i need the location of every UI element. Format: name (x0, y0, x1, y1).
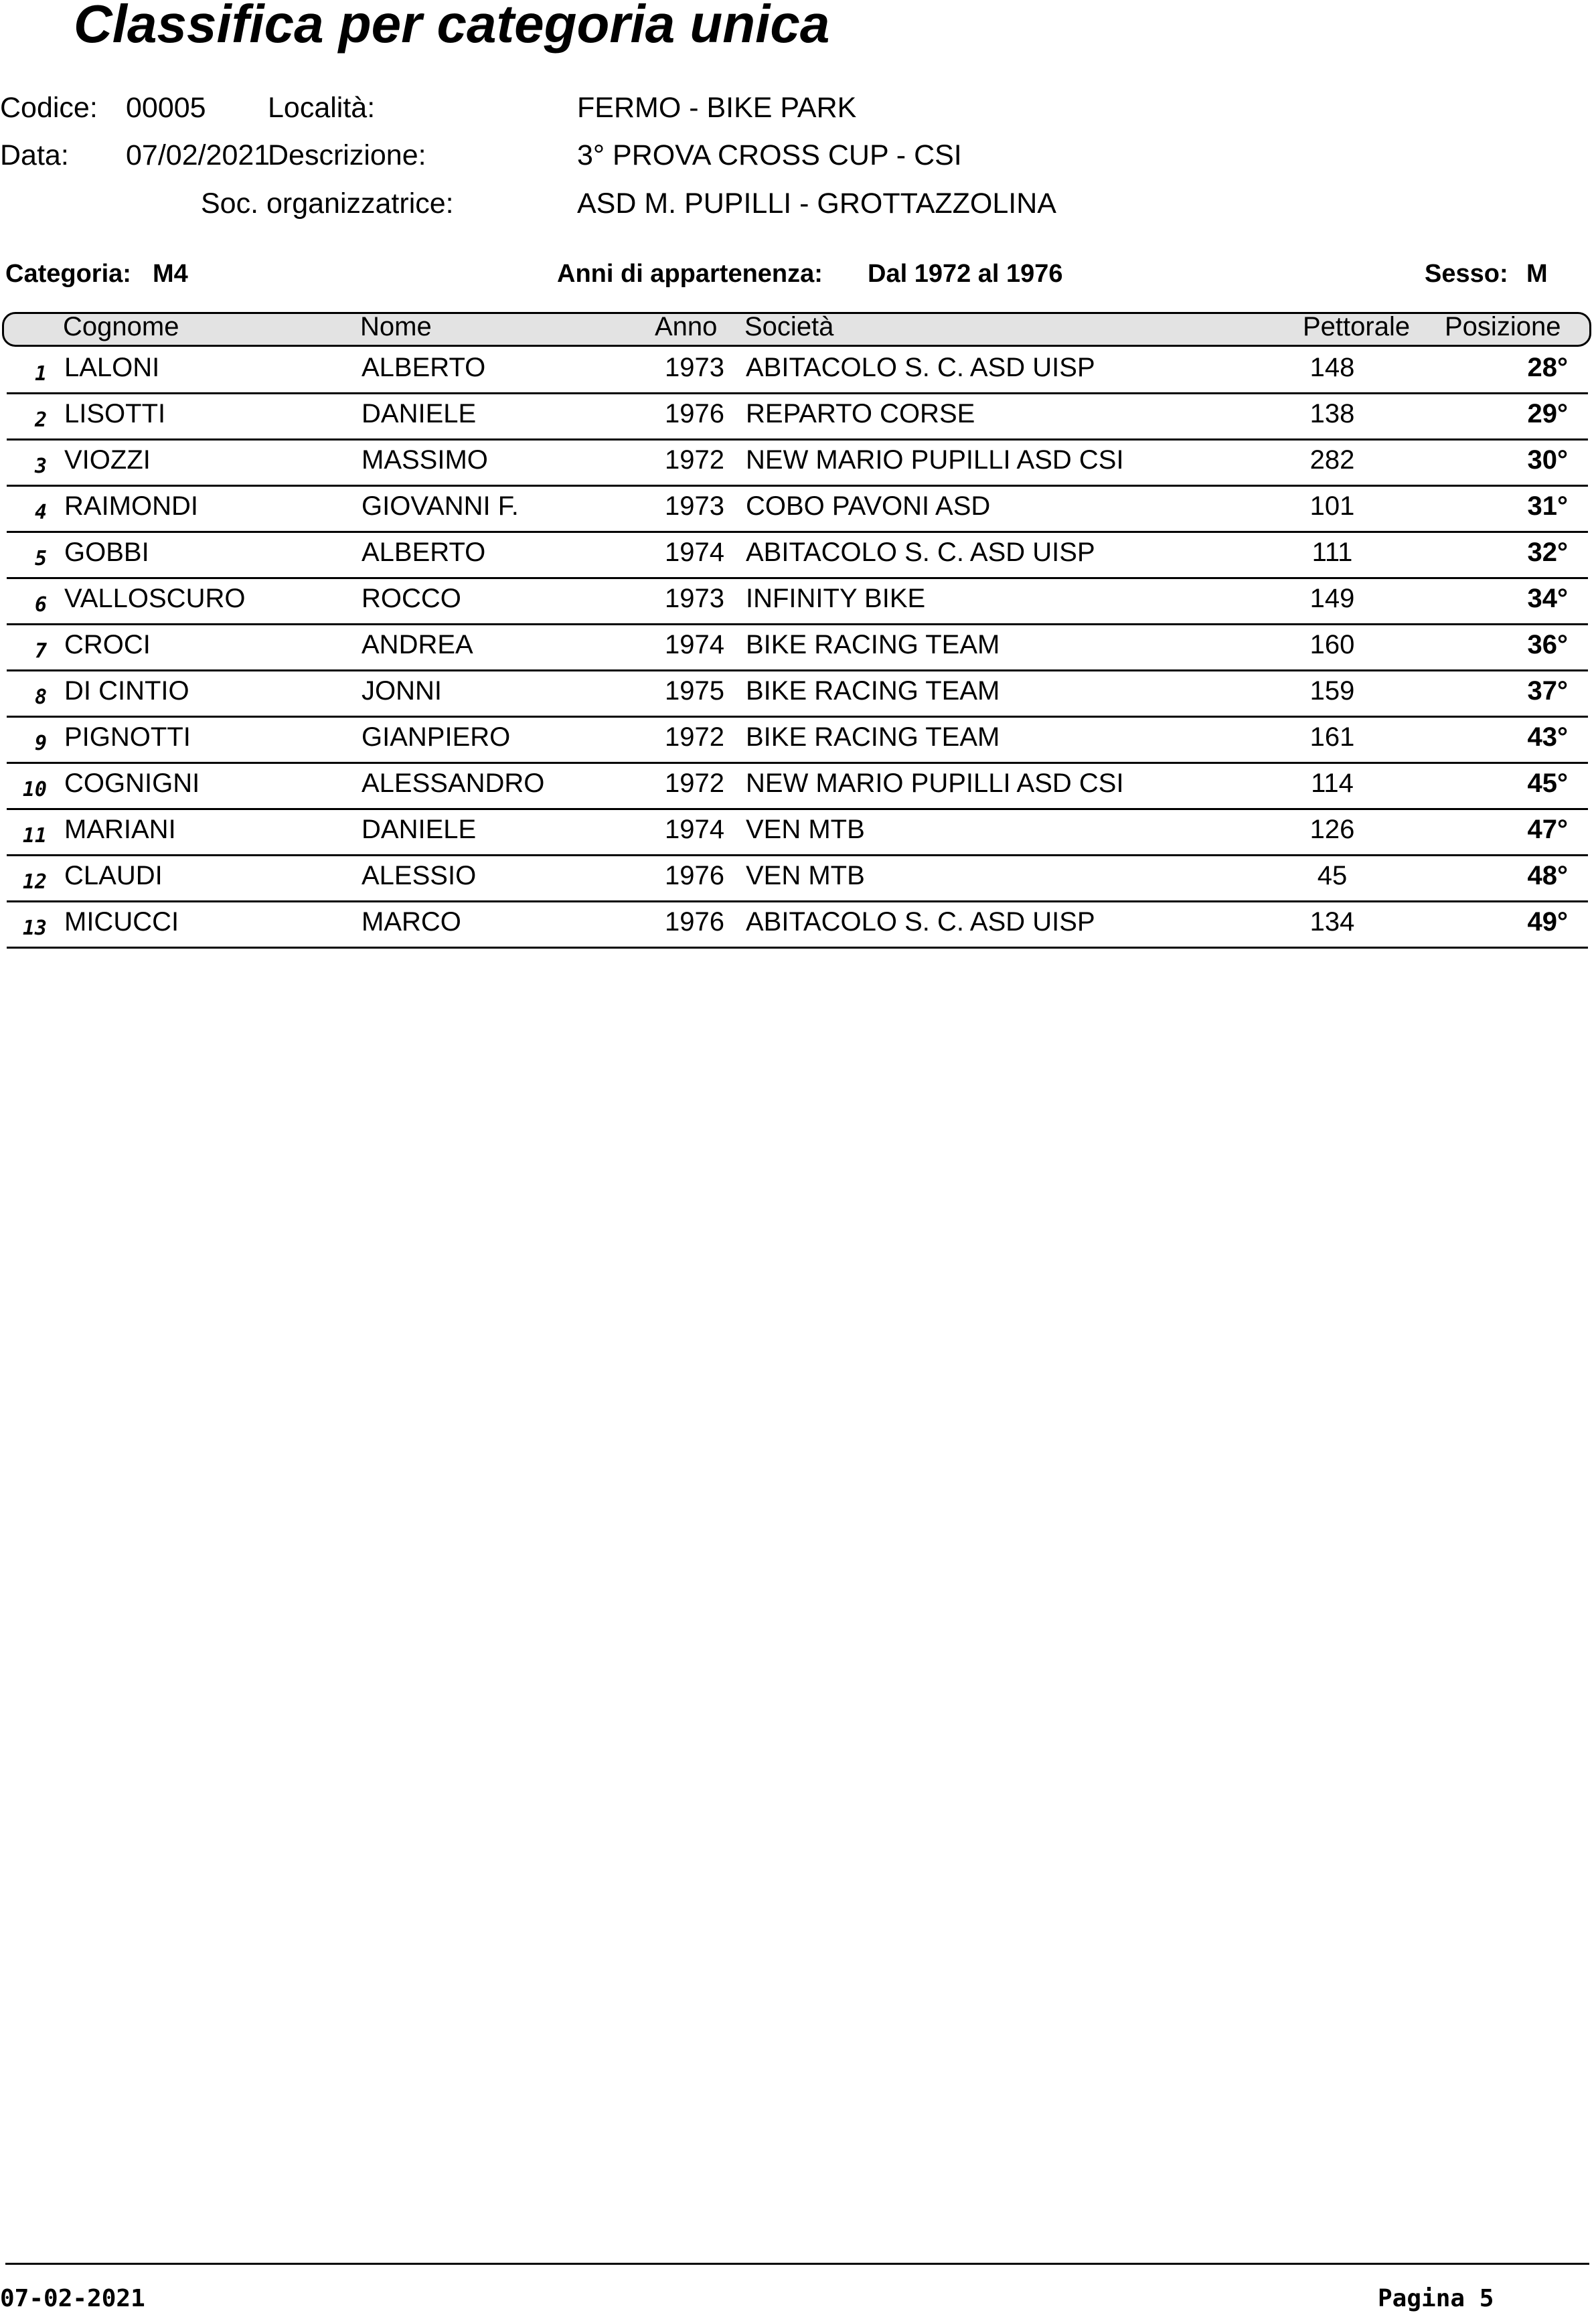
table-row (7, 764, 1588, 810)
cell-cognome: VIOZZI (64, 445, 151, 475)
row-number: 3 (34, 455, 47, 478)
row-number: 12 (22, 870, 47, 894)
soc-organizzatrice-value: ASD M. PUPILLI - GROTTAZZOLINA (577, 187, 1056, 220)
cell-pettorale: 282 (1309, 445, 1355, 475)
categoria-label: Categoria: (5, 260, 131, 288)
row-number: 11 (22, 824, 47, 848)
cell-posizione: 28° (1527, 353, 1568, 382)
table-row (7, 579, 1588, 625)
table-row (7, 671, 1588, 718)
cell-anno: 1974 (665, 815, 724, 844)
table-row (7, 902, 1588, 949)
cell-cognome: LISOTTI (64, 399, 166, 428)
cell-nome: ALESSANDRO (362, 769, 545, 798)
header-nome: Nome (360, 312, 432, 341)
cell-anno: 1974 (665, 538, 724, 567)
cell-posizione: 37° (1527, 676, 1568, 706)
cell-nome: DANIELE (362, 399, 477, 428)
table-row (7, 348, 1588, 394)
cell-societa: COBO PAVONI ASD (746, 491, 991, 521)
header-cognome: Cognome (63, 312, 179, 341)
sesso-label: Sesso: (1425, 260, 1508, 288)
row-number: 1 (34, 362, 47, 386)
cell-posizione: 34° (1527, 584, 1568, 613)
cell-anno: 1976 (665, 907, 724, 937)
row-number: 4 (34, 501, 47, 524)
cell-pettorale: 149 (1309, 584, 1355, 613)
cell-pettorale: 161 (1309, 722, 1355, 752)
table-row (7, 394, 1588, 441)
cell-cognome: DI CINTIO (64, 676, 189, 706)
anni-label: Anni di appartenenza: (557, 260, 823, 288)
cell-posizione: 48° (1527, 861, 1568, 890)
descrizione-label: Descrizione: (268, 139, 426, 171)
row-number: 9 (34, 732, 47, 755)
cell-pettorale: 138 (1309, 399, 1355, 428)
cell-societa: ABITACOLO S. C. ASD UISP (746, 353, 1095, 382)
cell-nome: GIANPIERO (362, 722, 511, 752)
cell-cognome: GOBBI (64, 538, 149, 567)
cell-nome: ALESSIO (362, 861, 477, 890)
cell-pettorale: 114 (1311, 769, 1354, 798)
cell-cognome: RAIMONDI (64, 491, 198, 521)
cell-anno: 1973 (665, 491, 724, 521)
cell-societa: NEW MARIO PUPILLI ASD CSI (746, 769, 1124, 798)
table-row (7, 810, 1588, 856)
cell-anno: 1972 (665, 769, 724, 798)
cell-anno: 1973 (665, 584, 724, 613)
footer-divider (5, 2263, 1589, 2265)
cell-societa: REPARTO CORSE (746, 399, 975, 428)
cell-pettorale: 134 (1309, 907, 1355, 937)
cell-nome: JONNI (362, 676, 442, 706)
cell-societa: INFINITY BIKE (746, 584, 926, 613)
cell-nome: DANIELE (362, 815, 477, 844)
cell-anno: 1976 (665, 861, 724, 890)
categoria-value: M4 (153, 260, 188, 288)
table-row (7, 718, 1588, 764)
cell-pettorale: 111 (1311, 538, 1353, 567)
cell-societa: BIKE RACING TEAM (746, 722, 1000, 752)
table-row (7, 441, 1588, 487)
cell-cognome: PIGNOTTI (64, 722, 191, 752)
cell-cognome: CLAUDI (64, 861, 163, 890)
footer-date: 07-02-2021 (0, 2285, 145, 2312)
cell-posizione: 29° (1527, 399, 1568, 428)
cell-anno: 1972 (665, 722, 724, 752)
descrizione-value: 3° PROVA CROSS CUP - CSI (577, 139, 962, 171)
row-number: 2 (34, 408, 47, 432)
row-number: 7 (34, 639, 47, 663)
cell-nome: ANDREA (362, 630, 473, 659)
cell-posizione: 45° (1527, 769, 1568, 798)
row-number: 5 (34, 547, 47, 570)
cell-pettorale: 101 (1309, 491, 1355, 521)
row-number: 6 (34, 593, 47, 617)
header-anno: Anno (655, 312, 718, 341)
cell-posizione: 32° (1527, 538, 1568, 567)
header-posizione: Posizione (1445, 312, 1561, 341)
data-label: Data: (0, 139, 69, 171)
cell-anno: 1973 (665, 353, 724, 382)
cell-nome: ALBERTO (362, 538, 486, 567)
cell-posizione: 47° (1527, 815, 1568, 844)
cell-nome: MASSIMO (362, 445, 488, 475)
cell-anno: 1974 (665, 630, 724, 659)
codice-value: 00005 (126, 92, 206, 124)
cell-anno: 1975 (665, 676, 724, 706)
cell-cognome: CROCI (64, 630, 151, 659)
cell-pettorale: 160 (1309, 630, 1355, 659)
cell-posizione: 36° (1527, 630, 1568, 659)
sesso-value: M (1526, 260, 1548, 288)
table-row (7, 533, 1588, 579)
cell-societa: BIKE RACING TEAM (746, 630, 1000, 659)
row-number: 8 (34, 686, 47, 709)
cell-societa: NEW MARIO PUPILLI ASD CSI (746, 445, 1124, 475)
cell-cognome: MARIANI (64, 815, 176, 844)
cell-pettorale: 148 (1309, 353, 1355, 382)
localita-value: FERMO - BIKE PARK (577, 92, 857, 124)
cell-anno: 1972 (665, 445, 724, 475)
cell-cognome: COGNIGNI (64, 769, 200, 798)
cell-cognome: LALONI (64, 353, 160, 382)
cell-cognome: VALLOSCURO (64, 584, 246, 613)
cell-societa: BIKE RACING TEAM (746, 676, 1000, 706)
cell-pettorale: 45 (1317, 861, 1348, 890)
page-title: Classifica per categoria unica (74, 0, 830, 54)
cell-posizione: 43° (1527, 722, 1568, 752)
cell-societa: ABITACOLO S. C. ASD UISP (746, 538, 1095, 567)
localita-label: Località: (268, 92, 376, 124)
cell-nome: ROCCO (362, 584, 461, 613)
table-row (7, 625, 1588, 671)
table-row (7, 487, 1588, 533)
data-value: 07/02/2021 (126, 139, 270, 171)
cell-societa: VEN MTB (746, 861, 865, 890)
cell-nome: ALBERTO (362, 353, 486, 382)
cell-posizione: 30° (1527, 445, 1568, 475)
cell-pettorale: 126 (1309, 815, 1355, 844)
cell-posizione: 31° (1527, 491, 1568, 521)
cell-posizione: 49° (1527, 907, 1568, 937)
header-pettorale: Pettorale (1303, 312, 1411, 341)
cell-societa: ABITACOLO S. C. ASD UISP (746, 907, 1095, 937)
anni-value: Dal 1972 al 1976 (868, 260, 1063, 288)
soc-organizzatrice-label: Soc. organizzatrice: (201, 187, 454, 220)
codice-label: Codice: (0, 92, 98, 124)
footer-page-number: Pagina 5 (1378, 2285, 1494, 2312)
row-number: 13 (22, 916, 47, 940)
cell-pettorale: 159 (1309, 676, 1355, 706)
cell-nome: GIOVANNI F. (362, 491, 519, 521)
cell-nome: MARCO (362, 907, 461, 937)
header-societa: Società (744, 312, 834, 341)
results-table (0, 348, 1596, 949)
cell-cognome: MICUCCI (64, 907, 179, 937)
row-number: 10 (22, 778, 47, 801)
table-row (7, 856, 1588, 902)
cell-anno: 1976 (665, 399, 724, 428)
cell-societa: VEN MTB (746, 815, 865, 844)
